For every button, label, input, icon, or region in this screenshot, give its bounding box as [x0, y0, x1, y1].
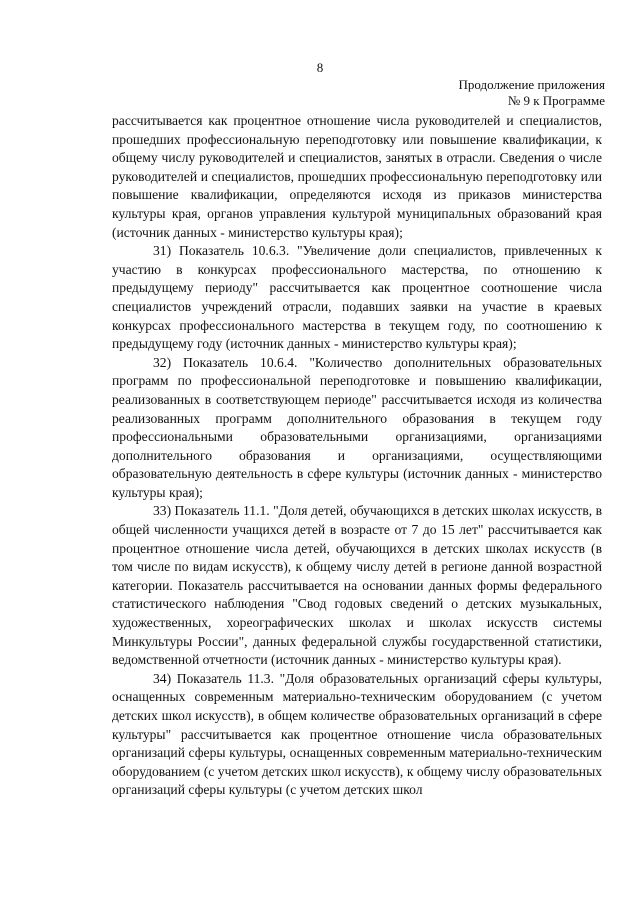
paragraph-continuation: рассчитывается как процентное отношение числа руководителей и специалистов, прошедших профессиональную переподготовку или повышение квалификации, к общему числу руководителей и специалистов, занятых в отрасли. Сведения о числе руководителей и специалистов, прошедших профессиональную переподготовку или повышение квалификации, определяются исходя из приказов министерства культуры края, органов управления культурой муниципальных образований края (источник данных - министерство культуры края); — [112, 113, 602, 240]
paragraph-indicator-33: 33) Показатель 11.1. "Доля детей, обучающихся в детских школах искусств, в общей численности учащихся детей в возрасте от 7 до 15 лет" рассчитывается как процентное отношение числа детей, обучающихся в детских школах искусств (в том числе по видам искусств), к общему числу детей в регионе данной возрастной категории. Показатель рассчитывается на основании данных формы федерального статистического наблюдения "Свод годовых сведений о детских музыкальных, художественных, хореографических школах и школах искусств системы Минкультуры России", данных федеральной службы государственной статистики, ведомственной отчетности (источник данных - министерство культуры края). — [112, 503, 602, 668]
paragraph-indicator-31: 31) Показатель 10.6.3. "Увеличение доли специалистов, привлеченных к участию в конкурсах профессионального мастерства, по отношению к предыдущему периоду" рассчитывается как процентное соотношение числа специалистов учреждений отрасли, подавших заявки на участие в краевых конкурсах профессионального мастерства в текущем году, по соотношению к предыдущему году (источник данных - министерство культуры края); — [112, 243, 602, 352]
page-number: 8 — [316, 60, 324, 75]
appendix-note — [458, 77, 605, 109]
paragraph-indicator-32: 32) Показатель 10.6.4. "Количество дополнительных образовательных программ по профессиональной переподготовке и повышению квалификации, реализованных в соответствующем периоде" рассчитывается исходя из количества реализованных программ дополнительного образования в текущем году профессиональными образовательными организациями, организациями дополнительного образования и организациями, осуществляющими образовательную деятельность в сфере культуры (источник данных - министерство культуры края); — [112, 354, 602, 500]
appendix-note-line-2: № 9 к Программе — [507, 93, 605, 108]
paragraph-indicator-34: 34) Показатель 11.3. "Доля образовательных организаций сферы культуры, оснащенных современным материально-техническим оборудованием (с учетом детских школ искусств), в общем количестве образовательных организаций в сфере культуры" рассчитывается как процентное отношение числа образовательных организаций сферы культуры, оснащенных современным материально-техническим оборудованием (с учетом детских школ искусств), к общему числу образовательных организаций сферы культуры (с учетом детских школ — [112, 670, 602, 798]
appendix-note-line-1: Продолжение приложения — [458, 77, 605, 92]
document-body — [112, 112, 602, 800]
